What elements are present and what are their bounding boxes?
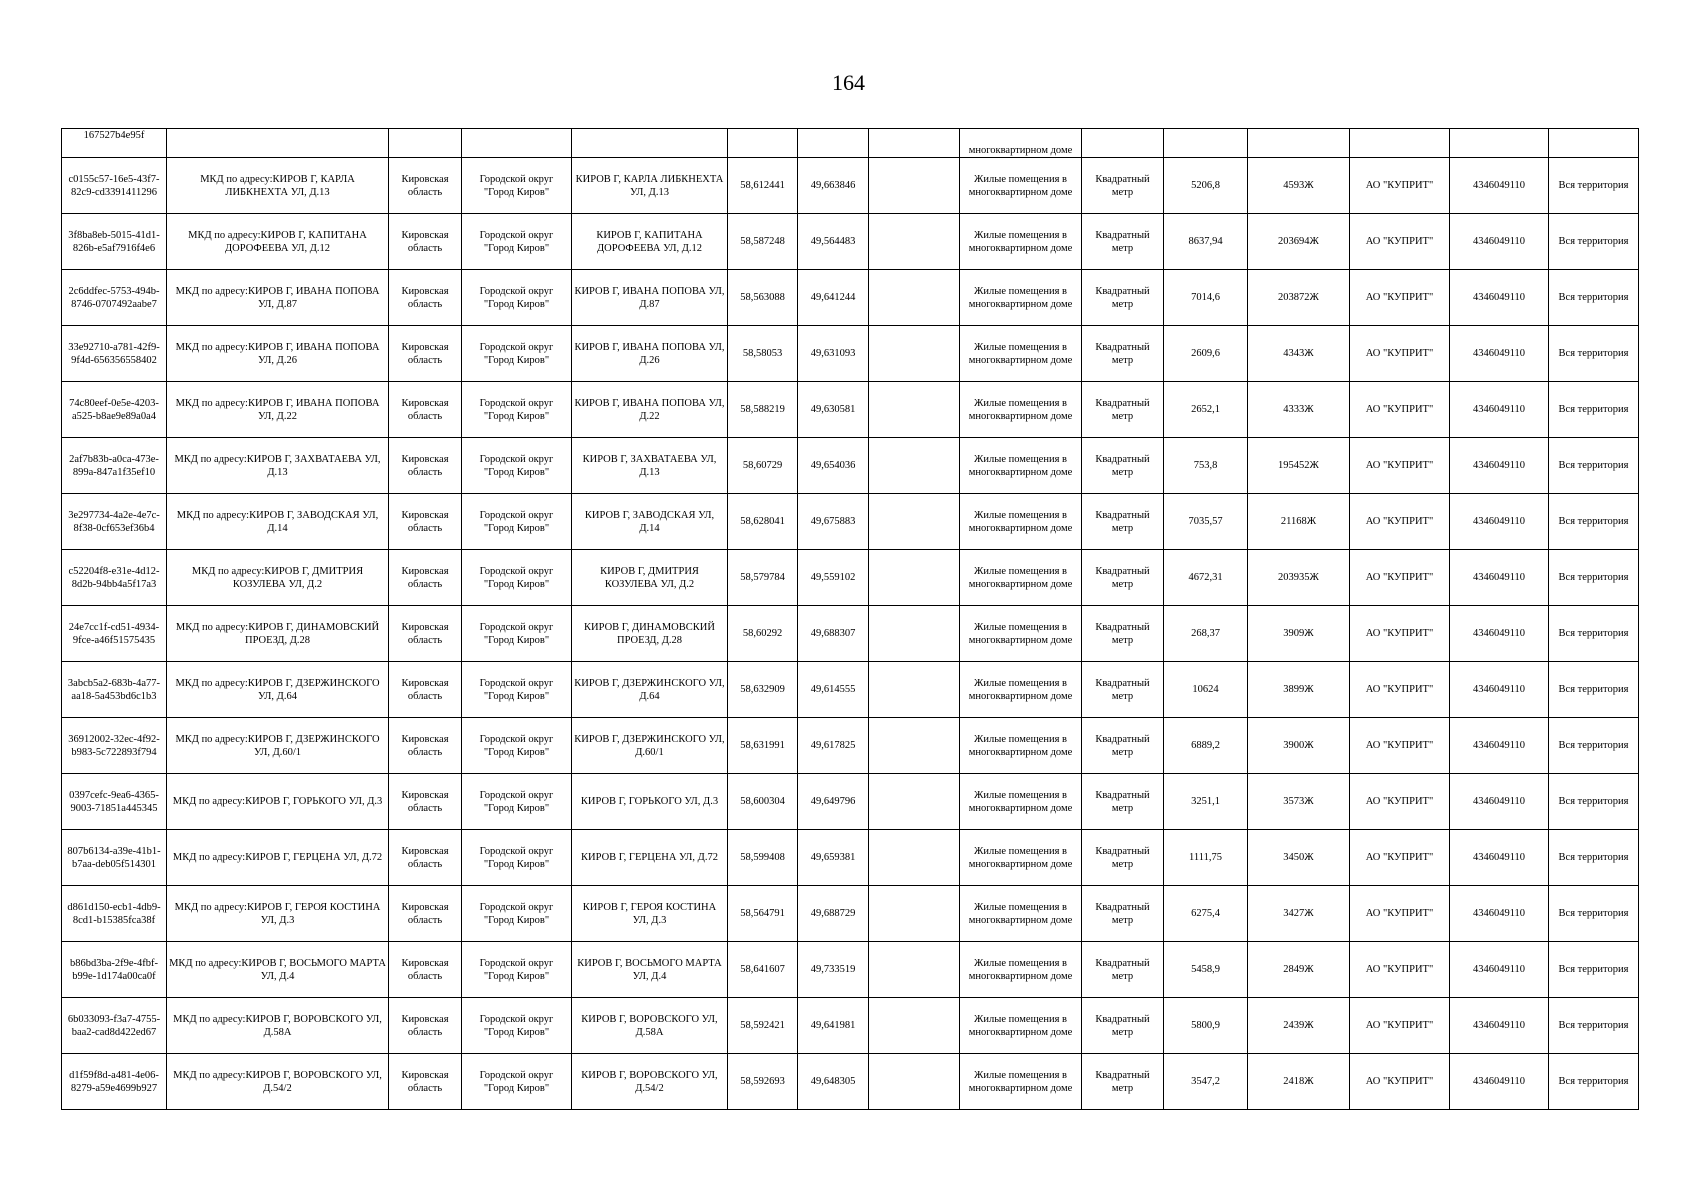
cell-municipality: Городской округ "Город Киров" (462, 214, 572, 270)
cell-inn: 4346049110 (1450, 998, 1549, 1054)
cell-longitude: 49,648305 (798, 1054, 869, 1110)
cell-id: 2c6ddfec-5753-494b-8746-0707492aabe7 (62, 270, 167, 326)
cell-id: 33e92710-a781-42f9-9f4d-656356558402 (62, 326, 167, 382)
cell-territory: Вся территория (1549, 718, 1639, 774)
cell-territory: Вся территория (1549, 942, 1639, 998)
cell-organization: АО "КУПРИТ" (1350, 326, 1450, 382)
cell-region: Кировская область (389, 270, 462, 326)
cell-longitude: 49,641981 (798, 998, 869, 1054)
cell-territory: Вся территория (1549, 774, 1639, 830)
cell-type: Жилые помещения в многоквартирном доме (960, 326, 1082, 382)
cell-empty (1164, 129, 1248, 158)
cell-empty (728, 129, 798, 158)
table-row (62, 270, 1639, 326)
cell-inn: 4346049110 (1450, 718, 1549, 774)
table-row (62, 326, 1639, 382)
cell-empty (1450, 129, 1549, 158)
cell-name: МКД по адресу:КИРОВ Г, ДМИТРИЯ КОЗУЛЕВА УЛ, Д.2 (167, 550, 389, 606)
cell-area: 3547,2 (1164, 1054, 1248, 1110)
cell-area: 4672,31 (1164, 550, 1248, 606)
cell-address: КИРОВ Г, ГОРЬКОГО УЛ, Д.3 (572, 774, 728, 830)
table-row (62, 1054, 1639, 1110)
cell-id: 0397cefc-9ea6-4365-9003-71851a445345 (62, 774, 167, 830)
cell-region: Кировская область (389, 662, 462, 718)
cell-address: КИРОВ Г, КАПИТАНА ДОРОФЕЕВА УЛ, Д.12 (572, 214, 728, 270)
cell-name: МКД по адресу:КИРОВ Г, ГЕРОЯ КОСТИНА УЛ, Д.3 (167, 886, 389, 942)
cell-code: 203872Ж (1248, 270, 1350, 326)
registry-table (61, 128, 1639, 1110)
cell-region: Кировская область (389, 494, 462, 550)
cell-region: Кировская область (389, 438, 462, 494)
cell-region: Кировская область (389, 830, 462, 886)
cell-type: Жилые помещения в многоквартирном доме (960, 662, 1082, 718)
cell-id: 74c80eef-0e5e-4203-a525-b8ae9e89a0a4 (62, 382, 167, 438)
cell-code: 195452Ж (1248, 438, 1350, 494)
cell-code: 2849Ж (1248, 942, 1350, 998)
cell-empty (869, 550, 960, 606)
cell-municipality: Городской округ "Город Киров" (462, 270, 572, 326)
cell-inn: 4346049110 (1450, 214, 1549, 270)
cell-id: c52204f8-e31e-4d12-8d2b-94bb4a5f17a3 (62, 550, 167, 606)
cell-organization: АО "КУПРИТ" (1350, 270, 1450, 326)
cell-code: 3427Ж (1248, 886, 1350, 942)
cell-inn: 4346049110 (1450, 158, 1549, 214)
cell-empty (869, 774, 960, 830)
cell-empty (869, 158, 960, 214)
cell-type: Жилые помещения в многоквартирном доме (960, 1054, 1082, 1110)
cell-area: 1111,75 (1164, 830, 1248, 886)
cell-latitude: 58,60292 (728, 606, 798, 662)
cell-empty (869, 438, 960, 494)
cell-name: МКД по адресу:КИРОВ Г, ИВАНА ПОПОВА УЛ, Д.26 (167, 326, 389, 382)
cell-territory: Вся территория (1549, 438, 1639, 494)
cell-organization: АО "КУПРИТ" (1350, 382, 1450, 438)
cell-empty (1350, 129, 1450, 158)
cell-type: Жилые помещения в многоквартирном доме (960, 550, 1082, 606)
cell-type: Жилые помещения в многоквартирном доме (960, 158, 1082, 214)
cell-municipality: Городской округ "Город Киров" (462, 998, 572, 1054)
cell-unit: Квадратный метр (1082, 438, 1164, 494)
cell-name: МКД по адресу:КИРОВ Г, КАПИТАНА ДОРОФЕЕВА УЛ, Д.12 (167, 214, 389, 270)
cell-latitude: 58,628041 (728, 494, 798, 550)
cell-empty (869, 662, 960, 718)
cell-unit: Квадратный метр (1082, 606, 1164, 662)
cell-address: КИРОВ Г, ДЗЕРЖИНСКОГО УЛ, Д.60/1 (572, 718, 728, 774)
cell-municipality: Городской округ "Город Киров" (462, 718, 572, 774)
cell-area: 2609,6 (1164, 326, 1248, 382)
cell-name: МКД по адресу:КИРОВ Г, ГЕРЦЕНА УЛ, Д.72 (167, 830, 389, 886)
cell-area: 5458,9 (1164, 942, 1248, 998)
cell-region: Кировская область (389, 886, 462, 942)
cell-organization: АО "КУПРИТ" (1350, 494, 1450, 550)
cell-empty (167, 129, 389, 158)
cell-inn: 4346049110 (1450, 774, 1549, 830)
cell-territory: Вся территория (1549, 830, 1639, 886)
cell-longitude: 49,559102 (798, 550, 869, 606)
cell-unit: Квадратный метр (1082, 830, 1164, 886)
cell-organization: АО "КУПРИТ" (1350, 718, 1450, 774)
cell-empty (869, 214, 960, 270)
cell-area: 8637,94 (1164, 214, 1248, 270)
cell-longitude: 49,641244 (798, 270, 869, 326)
cell-unit: Квадратный метр (1082, 214, 1164, 270)
cell-organization: АО "КУПРИТ" (1350, 998, 1450, 1054)
cell-territory: Вся территория (1549, 382, 1639, 438)
cell-id: 807b6134-a39e-41b1-b7aa-deb05f514301 (62, 830, 167, 886)
cell-longitude: 49,733519 (798, 942, 869, 998)
cell-type: Жилые помещения в многоквартирном доме (960, 494, 1082, 550)
cell-longitude: 49,614555 (798, 662, 869, 718)
cell-area: 7035,57 (1164, 494, 1248, 550)
cell-type: Жилые помещения в многоквартирном доме (960, 942, 1082, 998)
cell-inn: 4346049110 (1450, 942, 1549, 998)
cell-empty (869, 494, 960, 550)
cell-latitude: 58,631991 (728, 718, 798, 774)
cell-code: 4593Ж (1248, 158, 1350, 214)
table-row (62, 214, 1639, 270)
cell-empty (869, 942, 960, 998)
cell-area: 2652,1 (1164, 382, 1248, 438)
cell-address: КИРОВ Г, ГЕРОЯ КОСТИНА УЛ, Д.3 (572, 886, 728, 942)
cell-inn: 4346049110 (1450, 830, 1549, 886)
cell-inn: 4346049110 (1450, 382, 1549, 438)
table-row (62, 942, 1639, 998)
cell-empty (572, 129, 728, 158)
cell-inn: 4346049110 (1450, 494, 1549, 550)
cell-latitude: 58,587248 (728, 214, 798, 270)
cell-territory: Вся территория (1549, 326, 1639, 382)
table-row (62, 158, 1639, 214)
cell-name: МКД по адресу:КИРОВ Г, ЗАХВАТАЕВА УЛ, Д.13 (167, 438, 389, 494)
cell-empty (869, 326, 960, 382)
cell-code: 3450Ж (1248, 830, 1350, 886)
cell-code: 2418Ж (1248, 1054, 1350, 1110)
cell-area: 5206,8 (1164, 158, 1248, 214)
cell-name: МКД по адресу:КИРОВ Г, ГОРЬКОГО УЛ, Д.3 (167, 774, 389, 830)
cell-latitude: 58,563088 (728, 270, 798, 326)
cell-area: 268,37 (1164, 606, 1248, 662)
cell-longitude: 49,617825 (798, 718, 869, 774)
cell-region: Кировская область (389, 998, 462, 1054)
cell-region: Кировская область (389, 774, 462, 830)
cell-area: 6275,4 (1164, 886, 1248, 942)
cell-address: КИРОВ Г, ДМИТРИЯ КОЗУЛЕВА УЛ, Д.2 (572, 550, 728, 606)
table-body (62, 129, 1639, 1110)
cell-address: КИРОВ Г, ДИНАМОВСКИЙ ПРОЕЗД, Д.28 (572, 606, 728, 662)
cell-territory: Вся территория (1549, 886, 1639, 942)
cell-inn: 4346049110 (1450, 606, 1549, 662)
cell-address: КИРОВ Г, ВОРОВСКОГО УЛ, Д.58А (572, 998, 728, 1054)
cell-empty (869, 129, 960, 158)
cell-municipality: Городской округ "Город Киров" (462, 158, 572, 214)
cell-empty (1549, 129, 1639, 158)
cell-address: КИРОВ Г, ДЗЕРЖИНСКОГО УЛ, Д.64 (572, 662, 728, 718)
cell-organization: АО "КУПРИТ" (1350, 214, 1450, 270)
cell-name: МКД по адресу:КИРОВ Г, ДЗЕРЖИНСКОГО УЛ, Д.60/1 (167, 718, 389, 774)
cell-code: 3900Ж (1248, 718, 1350, 774)
cell-municipality: Городской округ "Город Киров" (462, 830, 572, 886)
cell-id: 6b033093-f3a7-4755-baa2-cad8d422ed67 (62, 998, 167, 1054)
table-row (62, 998, 1639, 1054)
cell-latitude: 58,599408 (728, 830, 798, 886)
cell-organization: АО "КУПРИТ" (1350, 886, 1450, 942)
cell-longitude: 49,688307 (798, 606, 869, 662)
cell-inn: 4346049110 (1450, 438, 1549, 494)
cell-id: 167527b4e95f (62, 129, 167, 158)
cell-id: d1f59f8d-a481-4e06-8279-a59e4699b927 (62, 1054, 167, 1110)
cell-name: МКД по адресу:КИРОВ Г, ВОРОВСКОГО УЛ, Д.54/2 (167, 1054, 389, 1110)
cell-name: МКД по адресу:КИРОВ Г, КАРЛА ЛИБКНЕХТА УЛ, Д.13 (167, 158, 389, 214)
cell-unit: Квадратный метр (1082, 382, 1164, 438)
cell-type: Жилые помещения в многоквартирном доме (960, 382, 1082, 438)
cell-unit: Квадратный метр (1082, 158, 1164, 214)
cell-unit: Квадратный метр (1082, 774, 1164, 830)
cell-unit: Квадратный метр (1082, 1054, 1164, 1110)
cell-longitude: 49,564483 (798, 214, 869, 270)
table-row (62, 774, 1639, 830)
cell-longitude: 49,631093 (798, 326, 869, 382)
table-row-continued (62, 129, 1639, 158)
cell-longitude: 49,688729 (798, 886, 869, 942)
cell-type: Жилые помещения в многоквартирном доме (960, 270, 1082, 326)
cell-code: 4343Ж (1248, 326, 1350, 382)
cell-unit: Квадратный метр (1082, 998, 1164, 1054)
cell-territory: Вся территория (1549, 214, 1639, 270)
cell-organization: АО "КУПРИТ" (1350, 550, 1450, 606)
table-row (62, 662, 1639, 718)
cell-organization: АО "КУПРИТ" (1350, 830, 1450, 886)
cell-area: 6889,2 (1164, 718, 1248, 774)
cell-address: КИРОВ Г, ВОРОВСКОГО УЛ, Д.54/2 (572, 1054, 728, 1110)
cell-name: МКД по адресу:КИРОВ Г, ДИНАМОВСКИЙ ПРОЕЗД, Д.28 (167, 606, 389, 662)
cell-unit: Квадратный метр (1082, 662, 1164, 718)
cell-address: КИРОВ Г, ИВАНА ПОПОВА УЛ, Д.22 (572, 382, 728, 438)
cell-empty (869, 830, 960, 886)
cell-empty (869, 1054, 960, 1110)
cell-region: Кировская область (389, 214, 462, 270)
cell-longitude: 49,649796 (798, 774, 869, 830)
cell-latitude: 58,58053 (728, 326, 798, 382)
cell-longitude: 49,663846 (798, 158, 869, 214)
cell-unit: Квадратный метр (1082, 494, 1164, 550)
cell-unit: Квадратный метр (1082, 886, 1164, 942)
cell-empty (869, 270, 960, 326)
cell-address: КИРОВ Г, ВОСЬМОГО МАРТА УЛ, Д.4 (572, 942, 728, 998)
table-row (62, 606, 1639, 662)
cell-type: Жилые помещения в многоквартирном доме (960, 886, 1082, 942)
cell-organization: АО "КУПРИТ" (1350, 158, 1450, 214)
cell-id: 24e7cc1f-cd51-4934-9fce-a46f51575435 (62, 606, 167, 662)
cell-territory: Вся территория (1549, 158, 1639, 214)
cell-organization: АО "КУПРИТ" (1350, 438, 1450, 494)
cell-municipality: Городской округ "Город Киров" (462, 1054, 572, 1110)
cell-id: 2af7b83b-a0ca-473e-899a-847a1f35ef10 (62, 438, 167, 494)
cell-name: МКД по адресу:КИРОВ Г, ИВАНА ПОПОВА УЛ, Д.87 (167, 270, 389, 326)
cell-code: 203935Ж (1248, 550, 1350, 606)
table-row (62, 550, 1639, 606)
cell-area: 5800,9 (1164, 998, 1248, 1054)
cell-unit: Квадратный метр (1082, 326, 1164, 382)
cell-latitude: 58,632909 (728, 662, 798, 718)
cell-inn: 4346049110 (1450, 662, 1549, 718)
cell-territory: Вся территория (1549, 1054, 1639, 1110)
cell-empty (869, 886, 960, 942)
page-number: 164 (832, 70, 865, 95)
cell-territory: Вся территория (1549, 270, 1639, 326)
cell-longitude: 49,675883 (798, 494, 869, 550)
cell-longitude: 49,630581 (798, 382, 869, 438)
cell-name: МКД по адресу:КИРОВ Г, ИВАНА ПОПОВА УЛ, Д.22 (167, 382, 389, 438)
cell-municipality: Городской округ "Город Киров" (462, 326, 572, 382)
cell-organization: АО "КУПРИТ" (1350, 942, 1450, 998)
cell-empty (869, 606, 960, 662)
cell-code: 3909Ж (1248, 606, 1350, 662)
cell-latitude: 58,564791 (728, 886, 798, 942)
cell-area: 3251,1 (1164, 774, 1248, 830)
cell-type: Жилые помещения в многоквартирном доме (960, 606, 1082, 662)
cell-area: 7014,6 (1164, 270, 1248, 326)
cell-address: КИРОВ Г, ЗАВОДСКАЯ УЛ, Д.14 (572, 494, 728, 550)
cell-longitude: 49,654036 (798, 438, 869, 494)
cell-organization: АО "КУПРИТ" (1350, 606, 1450, 662)
cell-inn: 4346049110 (1450, 1054, 1549, 1110)
cell-type: Жилые помещения в многоквартирном доме (960, 830, 1082, 886)
cell-code: 2439Ж (1248, 998, 1350, 1054)
cell-municipality: Городской округ "Город Киров" (462, 606, 572, 662)
cell-municipality: Городской округ "Город Киров" (462, 382, 572, 438)
cell-latitude: 58,641607 (728, 942, 798, 998)
table-row (62, 494, 1639, 550)
cell-organization: АО "КУПРИТ" (1350, 774, 1450, 830)
cell-id: 3e297734-4a2e-4e7c-8f38-0cf653ef36b4 (62, 494, 167, 550)
cell-latitude: 58,588219 (728, 382, 798, 438)
cell-name: МКД по адресу:КИРОВ Г, ВОСЬМОГО МАРТА УЛ, Д.4 (167, 942, 389, 998)
cell-code: 3899Ж (1248, 662, 1350, 718)
cell-empty (462, 129, 572, 158)
cell-type: Жилые помещения в многоквартирном доме (960, 214, 1082, 270)
cell-municipality: Городской округ "Город Киров" (462, 774, 572, 830)
cell-latitude: 58,600304 (728, 774, 798, 830)
cell-empty (1082, 129, 1164, 158)
cell-region: Кировская область (389, 1054, 462, 1110)
cell-id: 3f8ba8eb-5015-41d1-826b-e5af7916f4e6 (62, 214, 167, 270)
cell-latitude: 58,60729 (728, 438, 798, 494)
cell-inn: 4346049110 (1450, 270, 1549, 326)
cell-id: 3abcb5a2-683b-4a77-aa18-5a453bd6c1b3 (62, 662, 167, 718)
cell-region: Кировская область (389, 326, 462, 382)
cell-unit: Квадратный метр (1082, 550, 1164, 606)
cell-latitude: 58,592693 (728, 1054, 798, 1110)
cell-address: КИРОВ Г, ЗАХВАТАЕВА УЛ, Д.13 (572, 438, 728, 494)
table-row (62, 438, 1639, 494)
cell-territory: Вся территория (1549, 662, 1639, 718)
cell-organization: АО "КУПРИТ" (1350, 1054, 1450, 1110)
cell-territory: Вся территория (1549, 550, 1639, 606)
table-row (62, 382, 1639, 438)
table-row (62, 718, 1639, 774)
cell-type: Жилые помещения в многоквартирном доме (960, 774, 1082, 830)
cell-inn: 4346049110 (1450, 550, 1549, 606)
cell-municipality: Городской округ "Город Киров" (462, 550, 572, 606)
cell-empty (869, 718, 960, 774)
cell-unit: Квадратный метр (1082, 942, 1164, 998)
cell-region: Кировская область (389, 942, 462, 998)
cell-area: 753,8 (1164, 438, 1248, 494)
cell-municipality: Городской округ "Город Киров" (462, 942, 572, 998)
cell-address: КИРОВ Г, ИВАНА ПОПОВА УЛ, Д.87 (572, 270, 728, 326)
cell-id: b86bd3ba-2f9e-4fbf-b99e-1d174a00ca0f (62, 942, 167, 998)
table-row (62, 830, 1639, 886)
cell-unit: Квадратный метр (1082, 718, 1164, 774)
cell-latitude: 58,579784 (728, 550, 798, 606)
cell-region: Кировская область (389, 382, 462, 438)
cell-empty (1248, 129, 1350, 158)
cell-longitude: 49,659381 (798, 830, 869, 886)
cell-inn: 4346049110 (1450, 326, 1549, 382)
cell-code: 3573Ж (1248, 774, 1350, 830)
cell-region: Кировская область (389, 606, 462, 662)
cell-region: Кировская область (389, 718, 462, 774)
cell-code: 4333Ж (1248, 382, 1350, 438)
cell-empty (798, 129, 869, 158)
cell-territory: Вся территория (1549, 998, 1639, 1054)
cell-address: КИРОВ Г, ГЕРЦЕНА УЛ, Д.72 (572, 830, 728, 886)
cell-municipality: Городской округ "Город Киров" (462, 438, 572, 494)
table-row (62, 886, 1639, 942)
cell-latitude: 58,612441 (728, 158, 798, 214)
cell-municipality: Городской округ "Город Киров" (462, 494, 572, 550)
cell-name: МКД по адресу:КИРОВ Г, ВОРОВСКОГО УЛ, Д.58А (167, 998, 389, 1054)
cell-empty (389, 129, 462, 158)
cell-type: многоквартирном доме (960, 129, 1082, 158)
cell-name: МКД по адресу:КИРОВ Г, ДЗЕРЖИНСКОГО УЛ, Д.64 (167, 662, 389, 718)
cell-territory: Вся территория (1549, 606, 1639, 662)
cell-id: 36912002-32ec-4f92-b983-5c722893f794 (62, 718, 167, 774)
cell-latitude: 58,592421 (728, 998, 798, 1054)
cell-territory: Вся территория (1549, 494, 1639, 550)
cell-code: 203694Ж (1248, 214, 1350, 270)
cell-region: Кировская область (389, 550, 462, 606)
cell-id: c0155c57-16e5-43f7-82c9-cd3391411296 (62, 158, 167, 214)
cell-name: МКД по адресу:КИРОВ Г, ЗАВОДСКАЯ УЛ, Д.14 (167, 494, 389, 550)
cell-area: 10624 (1164, 662, 1248, 718)
cell-code: 21168Ж (1248, 494, 1350, 550)
cell-address: КИРОВ Г, КАРЛА ЛИБКНЕХТА УЛ, Д.13 (572, 158, 728, 214)
cell-id: d861d150-ecb1-4db9-8cd1-b15385fca38f (62, 886, 167, 942)
cell-address: КИРОВ Г, ИВАНА ПОПОВА УЛ, Д.26 (572, 326, 728, 382)
cell-unit: Квадратный метр (1082, 270, 1164, 326)
cell-type: Жилые помещения в многоквартирном доме (960, 998, 1082, 1054)
cell-empty (869, 382, 960, 438)
cell-municipality: Городской округ "Город Киров" (462, 662, 572, 718)
cell-type: Жилые помещения в многоквартирном доме (960, 718, 1082, 774)
cell-organization: АО "КУПРИТ" (1350, 662, 1450, 718)
cell-empty (869, 998, 960, 1054)
cell-type: Жилые помещения в многоквартирном доме (960, 438, 1082, 494)
cell-region: Кировская область (389, 158, 462, 214)
cell-municipality: Городской округ "Город Киров" (462, 886, 572, 942)
cell-inn: 4346049110 (1450, 886, 1549, 942)
